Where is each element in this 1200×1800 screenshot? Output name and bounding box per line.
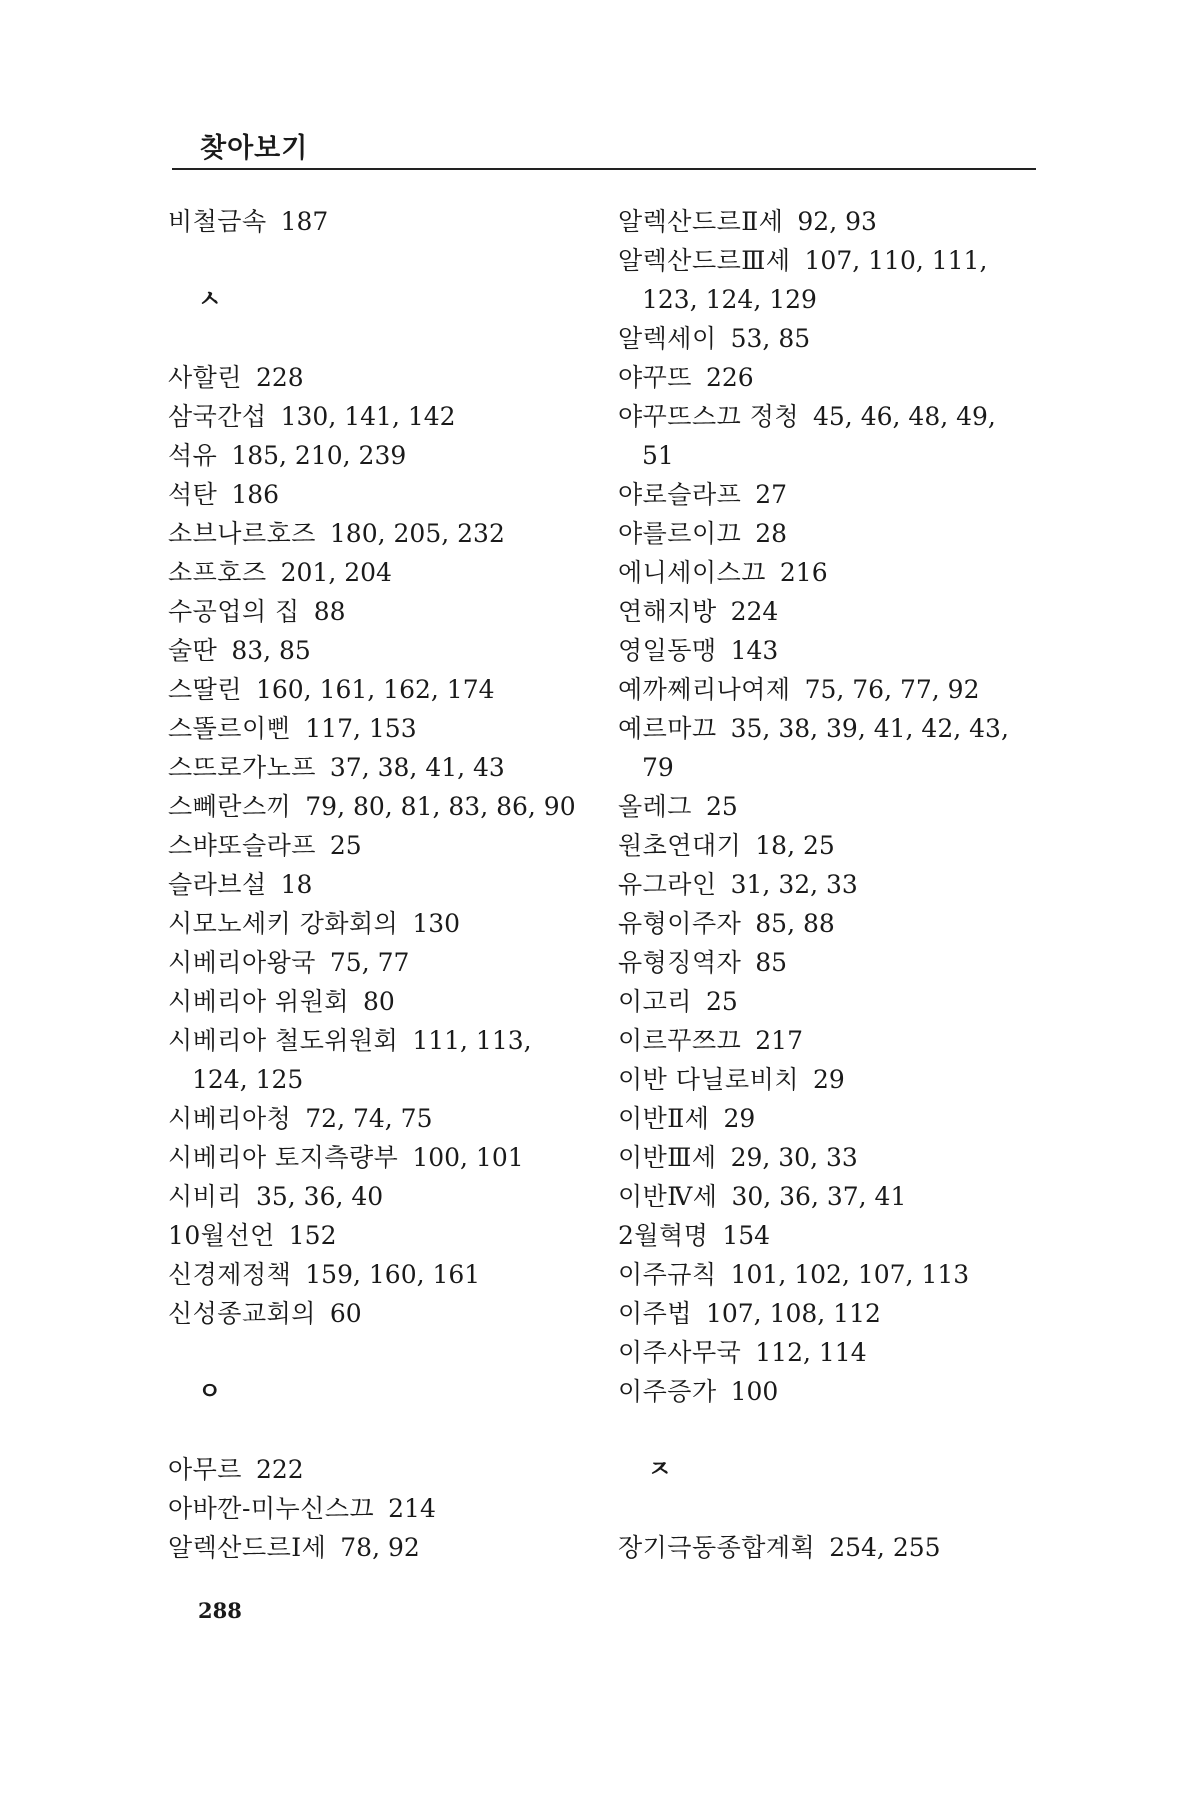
spacer bbox=[168, 1411, 588, 1450]
index-entry bbox=[168, 1216, 588, 1255]
index-entry bbox=[618, 1216, 1038, 1255]
index-page-refs: 217 bbox=[755, 1026, 803, 1055]
index-term: 이고리 bbox=[618, 987, 692, 1016]
index-term: 소프호즈 bbox=[168, 558, 267, 587]
index-page-refs: 25 bbox=[705, 987, 738, 1016]
index-page-refs: 111, 113, bbox=[412, 1026, 532, 1055]
index-entry bbox=[168, 1450, 588, 1489]
index-term: 시베리아청 bbox=[168, 1104, 292, 1133]
index-page-refs: 143 bbox=[730, 636, 779, 665]
index-page-refs: 159, 160, 161 bbox=[305, 1260, 481, 1289]
index-entry bbox=[618, 1099, 1038, 1138]
index-entry bbox=[168, 826, 588, 865]
index-term: 술딴 bbox=[168, 636, 218, 665]
index-entry bbox=[618, 1294, 1038, 1333]
index-term: 이반Ⅱ세 bbox=[618, 1104, 710, 1133]
index-entry bbox=[168, 514, 588, 553]
spacer bbox=[168, 319, 588, 358]
index-entry bbox=[168, 358, 588, 397]
index-entry bbox=[618, 1060, 1038, 1099]
index-term: 아바깐-미누신스끄 bbox=[168, 1494, 375, 1523]
index-page-refs: 28 bbox=[755, 519, 788, 548]
index-entry bbox=[618, 865, 1038, 904]
index-entry-continuation: 124, 125 bbox=[192, 1065, 304, 1094]
index-term: 사할린 bbox=[168, 363, 242, 392]
spacer bbox=[168, 241, 588, 280]
index-page-refs: 31, 32, 33 bbox=[730, 870, 858, 899]
index-term: 스뱌또슬라프 bbox=[168, 831, 316, 860]
index-entry bbox=[618, 1177, 1038, 1216]
index-term: 예까쩨리나여제 bbox=[618, 675, 791, 704]
index-page-refs: 117, 153 bbox=[305, 714, 417, 743]
index-term: 장기극동종합계획 bbox=[618, 1533, 816, 1562]
index-entry bbox=[168, 1021, 588, 1060]
index-entry bbox=[168, 943, 588, 982]
index-column-left bbox=[168, 202, 588, 1567]
index-entry bbox=[168, 1294, 588, 1333]
index-entry bbox=[618, 826, 1038, 865]
index-entry bbox=[168, 1177, 588, 1216]
index-page-refs: 107, 108, 112 bbox=[705, 1299, 881, 1328]
index-term: 이주법 bbox=[618, 1299, 692, 1328]
index-page-refs: 29, 30, 33 bbox=[730, 1143, 858, 1172]
index-entry bbox=[618, 592, 1038, 631]
index-entry bbox=[168, 475, 588, 514]
index-term: 스뜨로가노프 bbox=[168, 753, 316, 782]
index-term: 야를르이끄 bbox=[618, 519, 742, 548]
index-entry bbox=[618, 904, 1038, 943]
index-entry bbox=[618, 514, 1038, 553]
index-entry bbox=[168, 436, 588, 475]
index-page-refs: 130 bbox=[412, 909, 461, 938]
index-term: 이르꾸쯔끄 bbox=[618, 1026, 742, 1055]
index-page-refs: 100, 101 bbox=[412, 1143, 524, 1172]
index-entry bbox=[168, 787, 588, 826]
index-entry bbox=[618, 241, 1038, 280]
index-term: 석유 bbox=[168, 441, 218, 470]
index-page-refs: 222 bbox=[255, 1455, 304, 1484]
index-page-refs: 80 bbox=[363, 987, 395, 1016]
index-page-refs: 201, 204 bbox=[280, 558, 392, 587]
index-entry bbox=[618, 787, 1038, 826]
index-term: 올레그 bbox=[618, 792, 692, 821]
index-term: 야꾸뜨 bbox=[618, 363, 692, 392]
index-term: 시모노세키 강화회의 bbox=[168, 909, 399, 938]
index-term: 삼국간섭 bbox=[168, 402, 267, 431]
index-page-refs: 130, 141, 142 bbox=[280, 402, 456, 431]
index-entry-continuation: 123, 124, 129 bbox=[642, 285, 817, 314]
index-entry bbox=[618, 982, 1038, 1021]
index-page-refs: 35, 36, 40 bbox=[255, 1182, 384, 1211]
index-term: 연해지방 bbox=[618, 597, 717, 626]
index-entry bbox=[168, 1099, 588, 1138]
index-term: 예르마끄 bbox=[618, 714, 717, 743]
index-term: 아무르 bbox=[168, 1455, 242, 1484]
index-term: 원초연대기 bbox=[618, 831, 742, 860]
spacer bbox=[168, 1333, 588, 1372]
index-page-refs: 53, 85 bbox=[730, 324, 811, 353]
header-divider bbox=[172, 168, 1036, 170]
index-entry bbox=[618, 1138, 1038, 1177]
index-entry-continuation: 79 bbox=[642, 753, 674, 782]
index-term: 슬라브설 bbox=[168, 870, 267, 899]
index-term: 스뻬란스끼 bbox=[168, 792, 292, 821]
index-entry bbox=[618, 1021, 1038, 1060]
index-page-refs: 79, 80, 81, 83, 86, 90 bbox=[305, 792, 576, 821]
index-term: 10월선언 bbox=[168, 1221, 275, 1250]
index-entry bbox=[618, 475, 1038, 514]
index-term: 알렉산드르Ⅲ세 bbox=[618, 246, 791, 275]
index-page-refs: 29 bbox=[813, 1065, 845, 1094]
index-entry bbox=[168, 397, 588, 436]
index-term: 알렉산드르Ⅱ세 bbox=[618, 207, 784, 236]
index-term: 알렉산드르Ⅰ세 bbox=[168, 1533, 327, 1562]
index-term: 시베리아 철도위원회 bbox=[168, 1026, 399, 1055]
index-entry bbox=[168, 904, 588, 943]
index-entry bbox=[618, 1255, 1038, 1294]
index-page-refs: 83, 85 bbox=[231, 636, 311, 665]
index-page-refs: 107, 110, 111, bbox=[804, 246, 988, 275]
index-term: 스딸린 bbox=[168, 675, 242, 704]
index-entry bbox=[168, 1138, 588, 1177]
index-entry bbox=[618, 1372, 1038, 1411]
index-page-refs: 214 bbox=[388, 1494, 436, 1523]
index-page-refs: 37, 38, 41, 43 bbox=[329, 753, 505, 782]
index-page-refs: 45, 46, 48, 49, bbox=[813, 402, 996, 431]
index-entry bbox=[618, 202, 1038, 241]
index-entry bbox=[618, 670, 1038, 709]
index-entry bbox=[168, 592, 588, 631]
index-entry bbox=[168, 631, 588, 670]
index-entry bbox=[168, 865, 588, 904]
index-term: 석탄 bbox=[168, 480, 218, 509]
index-term: 이반Ⅲ세 bbox=[618, 1143, 717, 1172]
index-entry bbox=[618, 631, 1038, 670]
index-term: 영일동맹 bbox=[618, 636, 717, 665]
index-term: 야로슬라프 bbox=[618, 480, 742, 509]
index-term: 야꾸뜨스끄 정청 bbox=[618, 402, 799, 431]
index-page-refs: 29 bbox=[723, 1104, 756, 1133]
index-term: 비철금속 bbox=[168, 207, 267, 236]
index-page-refs: 27 bbox=[755, 480, 788, 509]
index-page-refs: 88 bbox=[313, 597, 346, 626]
page-number: 288 bbox=[198, 1598, 242, 1623]
index-term: 유그라인 bbox=[618, 870, 717, 899]
index-page-refs: 85, 88 bbox=[755, 909, 835, 938]
index-page-refs: 85 bbox=[755, 948, 788, 977]
index-page-refs: 226 bbox=[705, 363, 754, 392]
index-entry bbox=[168, 982, 588, 1021]
index-entry-continuation: 51 bbox=[642, 441, 674, 470]
index-page-refs: 72, 74, 75 bbox=[305, 1104, 433, 1133]
index-entry bbox=[618, 1528, 1038, 1567]
index-page-refs: 254, 255 bbox=[829, 1533, 941, 1562]
index-page-refs: 160, 161, 162, 174 bbox=[255, 675, 495, 704]
index-term: 이반Ⅳ세 bbox=[618, 1182, 718, 1211]
index-entry bbox=[618, 358, 1038, 397]
section-heading: ㅈ bbox=[648, 1455, 672, 1483]
index-page-refs: 112, 114 bbox=[755, 1338, 867, 1367]
index-entry bbox=[618, 553, 1038, 592]
index-term: 시베리아 위원회 bbox=[168, 987, 349, 1016]
index-entry bbox=[618, 943, 1038, 982]
index-term: 이주규칙 bbox=[618, 1260, 717, 1289]
index-term: 시비리 bbox=[168, 1182, 242, 1211]
index-entry bbox=[168, 202, 588, 241]
index-page-refs: 186 bbox=[231, 480, 280, 509]
index-page-refs: 228 bbox=[255, 363, 304, 392]
index-page-refs: 185, 210, 239 bbox=[231, 441, 407, 470]
index-page-refs: 154 bbox=[722, 1221, 771, 1250]
index-page-refs: 152 bbox=[288, 1221, 337, 1250]
index-page-refs: 25 bbox=[329, 831, 362, 860]
index-entry bbox=[618, 397, 1038, 436]
index-term: 2월혁명 bbox=[618, 1221, 709, 1250]
index-page-refs: 100 bbox=[730, 1377, 779, 1406]
index-term: 수공업의 집 bbox=[168, 597, 300, 626]
index-page-refs: 25 bbox=[705, 792, 738, 821]
index-entry bbox=[168, 1255, 588, 1294]
index-page-refs: 101, 102, 107, 113 bbox=[730, 1260, 970, 1289]
spacer bbox=[618, 1489, 1038, 1528]
index-term: 에니세이스끄 bbox=[618, 558, 766, 587]
page-title: 찾아보기 bbox=[200, 133, 309, 164]
section-heading: ㅇ bbox=[198, 1377, 222, 1405]
index-page-refs: 60 bbox=[329, 1299, 362, 1328]
index-page-refs: 180, 205, 232 bbox=[329, 519, 505, 548]
index-column-right bbox=[618, 202, 1038, 1567]
index-page-refs: 78, 92 bbox=[340, 1533, 420, 1562]
index-entry bbox=[168, 553, 588, 592]
index-term: 시베리아 토지측량부 bbox=[168, 1143, 399, 1172]
spacer bbox=[618, 1411, 1038, 1450]
index-page-refs: 75, 77 bbox=[329, 948, 410, 977]
index-term: 시베리아왕국 bbox=[168, 948, 316, 977]
index-term: 스똘르이삔 bbox=[168, 714, 292, 743]
index-page-refs: 92, 93 bbox=[797, 207, 877, 236]
index-page-refs: 18 bbox=[280, 870, 313, 899]
section-heading: ㅅ bbox=[198, 285, 222, 313]
index-term: 유형징역자 bbox=[618, 948, 742, 977]
index-term: 알렉세이 bbox=[618, 324, 717, 353]
index-entry bbox=[168, 1528, 588, 1567]
index-term: 이주증가 bbox=[618, 1377, 717, 1406]
index-page-refs: 35, 38, 39, 41, 42, 43, bbox=[730, 714, 1009, 743]
index-entry bbox=[168, 709, 588, 748]
index-page-refs: 18, 25 bbox=[755, 831, 835, 860]
index-entry bbox=[618, 709, 1038, 748]
index-term: 신성종교회의 bbox=[168, 1299, 316, 1328]
index-entry bbox=[168, 748, 588, 787]
index-term: 유형이주자 bbox=[618, 909, 742, 938]
index-term: 소브나르호즈 bbox=[168, 519, 316, 548]
index-page-refs: 187 bbox=[280, 207, 329, 236]
index-page-refs: 216 bbox=[779, 558, 828, 587]
index-page-refs: 30, 36, 37, 41 bbox=[731, 1182, 907, 1211]
index-term: 이반 다닐로비치 bbox=[618, 1065, 799, 1094]
index-page-refs: 75, 76, 77, 92 bbox=[804, 675, 980, 704]
index-entry bbox=[618, 1333, 1038, 1372]
index-term: 신경제정책 bbox=[168, 1260, 292, 1289]
index-term: 이주사무국 bbox=[618, 1338, 742, 1367]
index-page-refs: 224 bbox=[730, 597, 779, 626]
index-entry bbox=[618, 319, 1038, 358]
index-entry bbox=[168, 670, 588, 709]
index-entry bbox=[168, 1489, 588, 1528]
